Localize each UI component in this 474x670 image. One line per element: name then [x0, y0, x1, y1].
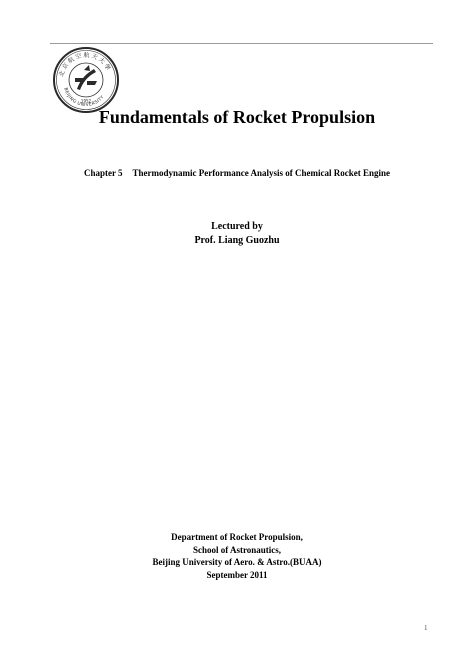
header-rule [50, 43, 433, 44]
seal-year: 1952 [80, 98, 92, 104]
seal-chinese-text: 北京航空航天大學 [58, 51, 113, 78]
lecturer-block [0, 220, 474, 248]
lecturer-name: Prof. Liang Guozhu [194, 235, 280, 246]
affiliation-block [0, 531, 474, 581]
chapter-heading [0, 167, 474, 179]
school-line: School of Astronautics, [192, 544, 282, 555]
chapter-number: Chapter 5 [83, 168, 123, 178]
university-seal-logo [51, 45, 121, 115]
seal-english-text: BEIJING UNIVERSITY [62, 87, 106, 109]
department-line: Department of Rocket Propulsion, [171, 532, 303, 542]
university-line: Beijing University of Aero. & Astro.(BUAA) [152, 557, 322, 567]
page-number: 1 [424, 624, 428, 632]
document-title: Fundamentals of Rocket Propulsion [98, 107, 376, 127]
lectured-by-label: Lectured by [211, 221, 263, 232]
date-line: September 2011 [206, 569, 268, 580]
chapter-name: Thermodynamic Performance Analysis of Chemical Rocket Engine [132, 168, 391, 178]
